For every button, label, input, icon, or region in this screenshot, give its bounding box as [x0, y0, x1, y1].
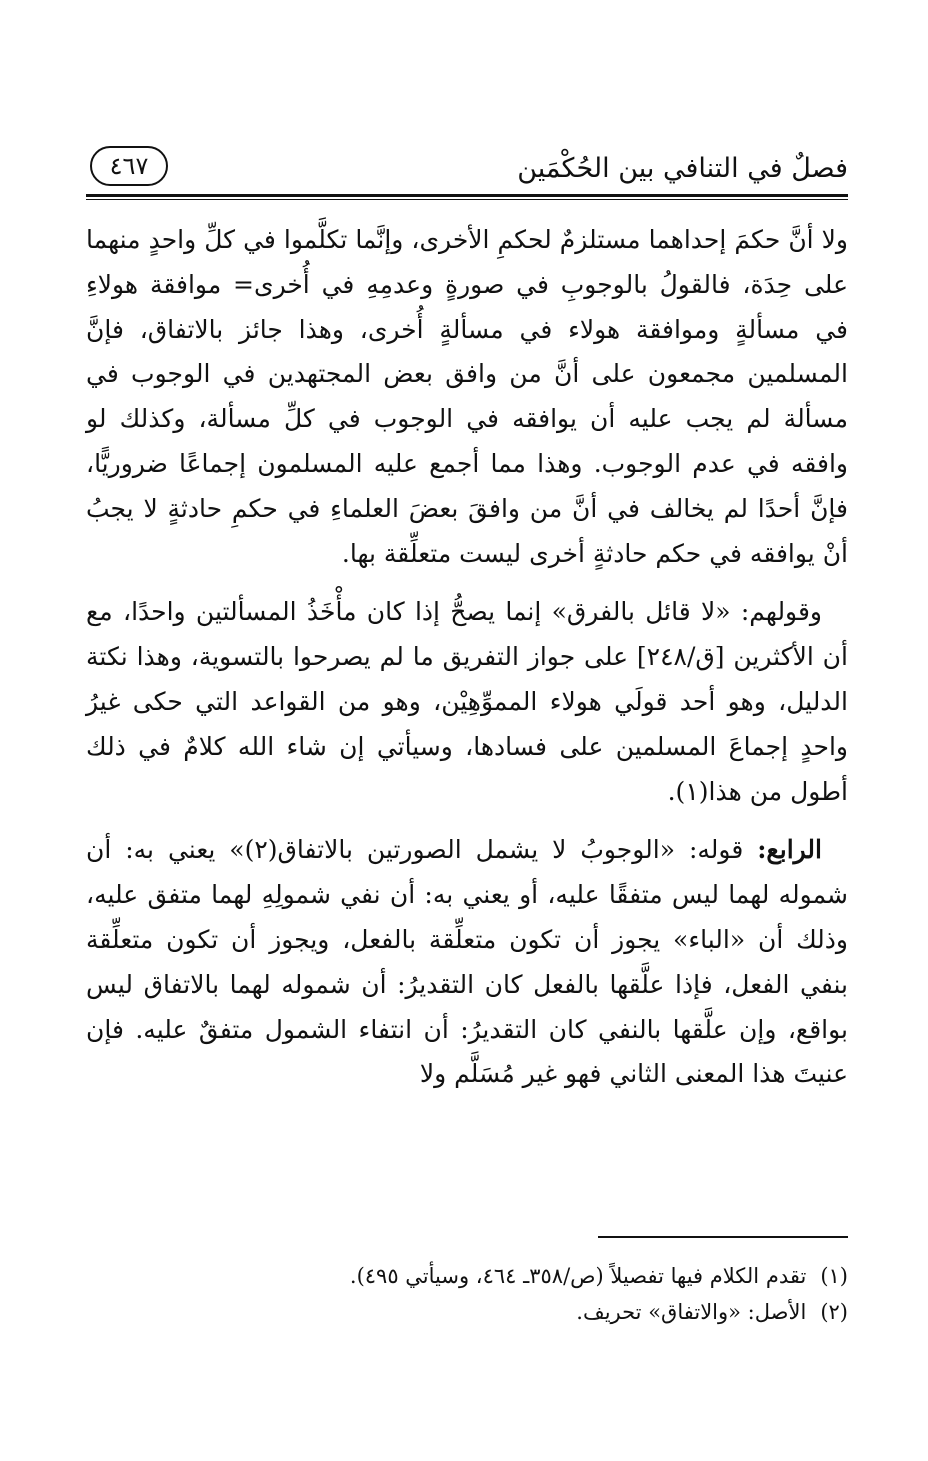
paragraph-1 — [86, 218, 848, 576]
paragraph-3-text: قوله: «الوجوبُ لا يشمل الصورتين بالاتفاق(٢)» يعني به: أن شموله لهما ليس متفقًا عليه، أو يعني به: أن نفي شمولِهِ لهما متفق عليه، وذلك أن «الباء» يجوز أن تكون متعلِّقة بالفعل، ويجوز أن تكون متعلِّقة بنفي الفعل، فإذا علَّقها بالفعل كان التقديرُ: أن شموله لهما بالاتفاق ليس بواقع، وإن علَّقها بالنفي كان التقديرُ: أن انتفاء الشمول متفقٌ عليه. فإن عنيتَ هذا المعنى الثاني فهو غير مُسَلَّم ولا — [86, 835, 848, 1089]
paragraph-1-text: ولا أنَّ حكمَ إحداهما مستلزمٌ لحكمِ الأخرى، وإنَّما تكلَّموا في كلِّ واحدٍ منهما على حِدَة، فالقولُ بالوجوبِ في صورةٍ وعدمِهِ في أُخرى= موافقة هولاءِ في مسألةٍ وموافقة هولاء في مسألةٍ أُخرى، وهذا جائز بالاتفاق، فإنَّ المسلمين مجمعون على أنَّ من وافق بعض المجتهدين في الوجوب في مسألة لم يجب عليه أن يوافقه في الوجوب في كلِّ مسألة، وكذلك لو وافقه في عدم الوجوب. وهذا مما أجمع عليه المسلمون إجماعًا ضروريًّا، فإنَّ أحدًا لم يخالف في أنَّ من وافقَ بعضَ العلماءِ في حكمِ حادثةٍ لا يجبُ أنْ يوافقه في حكم حادثةٍ أخرى ليست متعلِّقة بها. — [86, 225, 848, 568]
running-title: فصلٌ في التنافي بين الحُكْمَين — [517, 153, 848, 184]
footnote-2 — [86, 1294, 848, 1330]
page-header — [86, 140, 848, 198]
page-number: ٤٦٧ — [90, 146, 168, 186]
header-rule-thin — [86, 199, 848, 200]
footnote-1-text: تقدم الكلام فيها تفصيلاً (ص/٣٥٨ـ ٤٦٤، وسيأتي ٤٩٥). — [349, 1264, 807, 1288]
paragraph-2 — [86, 590, 848, 814]
footnote-2-number: (٢) — [820, 1300, 848, 1324]
footnotes — [86, 1258, 848, 1330]
footnote-rule — [598, 1236, 848, 1238]
paragraph-3 — [86, 828, 848, 1097]
footnote-2-text: الأصل: «والاتفاق» تحريف. — [576, 1300, 807, 1324]
paragraph-3-lead: الرابع: — [757, 835, 822, 865]
footnote-1 — [86, 1258, 848, 1294]
paragraph-2-text: وقولهم: «لا قائل بالفرق» إنما يصحُّ إذا كان مأْخَذُ المسألتين واحدًا، مع أن الأكثرين [ق/٢٤٨] على جواز التفريق ما لم يصرحوا بالتسوية، وهذا نكتة الدليل، وهو أحد قولَي هولاء المموِّهِيْن، وهو من القواعد التي حكى غيرُ واحدٍ إجماعَ المسلمين على فسادها، وسيأتي إن شاء الله كلامٌ في ذلك أطول من هذا(١). — [86, 597, 848, 806]
footnote-1-number: (١) — [820, 1264, 848, 1288]
main-text — [86, 218, 848, 1097]
header-rule — [86, 194, 848, 197]
